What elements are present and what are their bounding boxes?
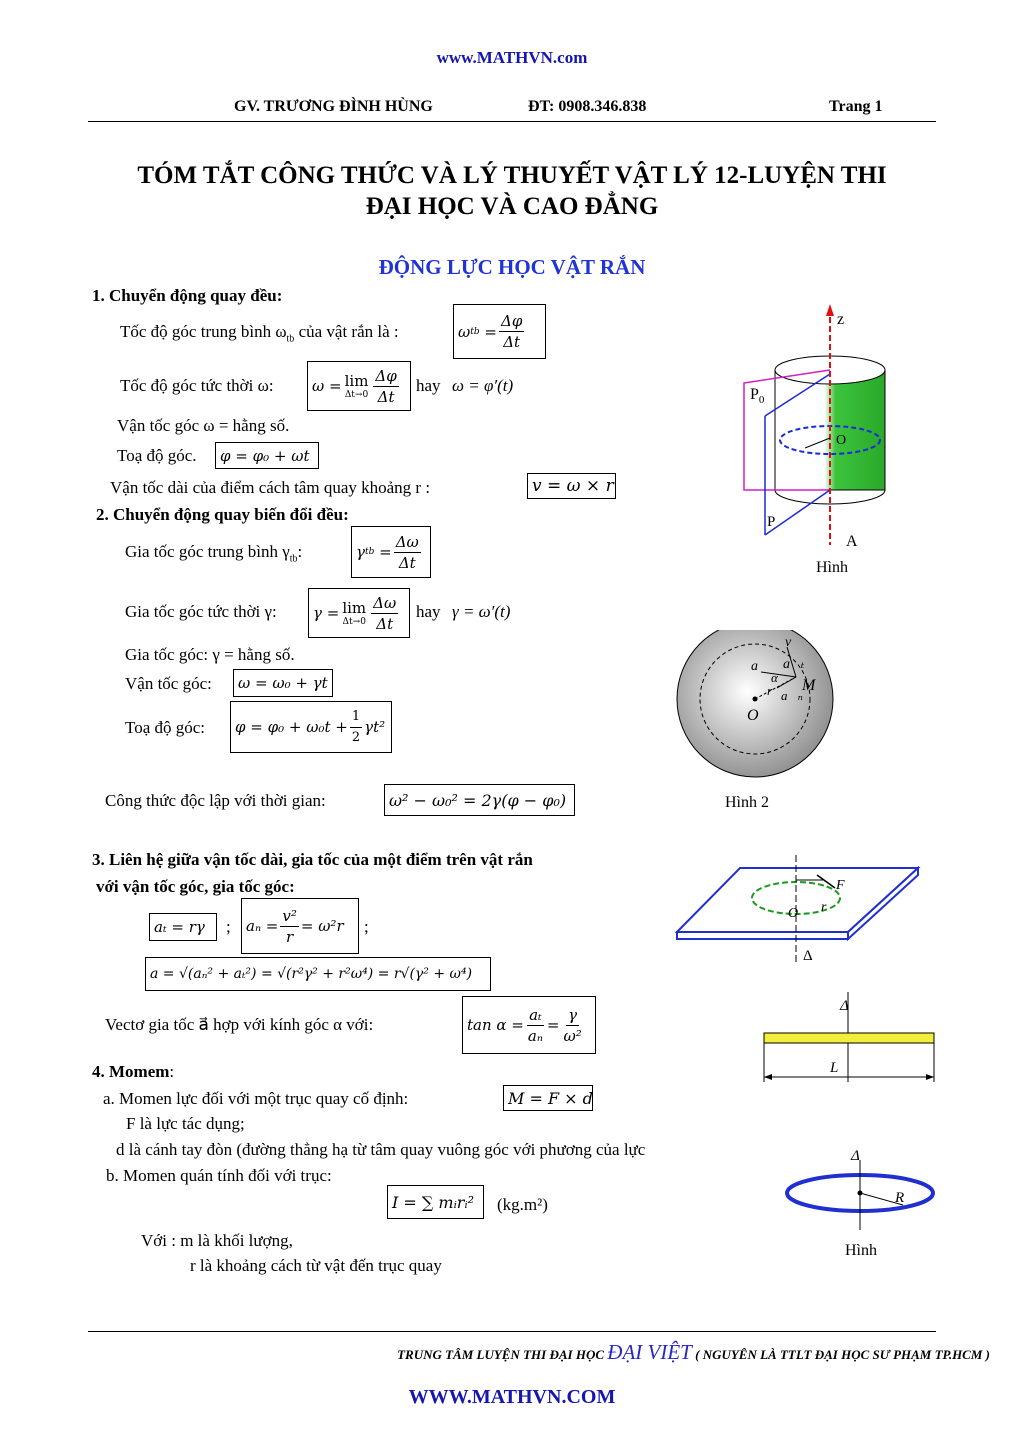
s4-r-text: r là khoảng cách từ vật đến trục quay: [190, 1256, 442, 1275]
formula-tan-alpha: tan α = $\frac{\text{aₜ}}{\text{aₙ}}$ = $\frac{\gamma}{\text{ω²}}$: [462, 996, 596, 1054]
formula-total-accel: a = √(aₙ² + aₜ²) = √(r²γ² + r²ω⁴) = r√(γ² + ω⁴): [145, 957, 491, 991]
fig4-label-delta: Δ: [840, 998, 849, 1014]
s4-b-text: b. Momen quán tính đối với trục:: [106, 1166, 332, 1185]
figure-rod: [760, 990, 940, 1085]
fig1-label-a: A: [846, 533, 858, 550]
figure-plate: [675, 855, 925, 970]
s2-avg-accel-text: Gia tốc góc trung bình $\gamma_{tb}$:: [125, 542, 303, 565]
fig3-label-o: O: [788, 906, 799, 921]
page-number: Trang 1: [829, 98, 883, 115]
fig2-label-a: a⃗: [751, 659, 769, 674]
fig2-label-alpha: α: [771, 670, 778, 685]
formula-gamma-derivative: γ = ω′(t): [452, 602, 511, 621]
header-divider: [88, 121, 936, 122]
s1-angular-coord-text: Toạ độ góc.: [117, 446, 197, 465]
fig3-label-delta: Δ: [803, 948, 813, 964]
title-line-1: TÓM TẮT CÔNG THỨC VÀ LÝ THUYẾT VẬT LÝ 12-LUYỆN THI: [137, 162, 887, 189]
fig2-label-o: O: [747, 707, 759, 724]
formula-phi: φ = φ₀ + ωt: [215, 442, 319, 469]
fig3-label-r: r: [821, 900, 827, 915]
formula-independent: ω² − ω₀² = 2γ(φ − φ₀): [384, 784, 575, 816]
fig2-label-v: v⃗: [785, 635, 803, 650]
s1-inst-speed-text: Tốc độ góc tức thời ω:: [120, 376, 274, 395]
footer-divider: [88, 1331, 936, 1332]
s2-hay: hay: [416, 602, 441, 621]
figure-cylinder: [730, 300, 890, 585]
s4-heading: 4. Momem:: [92, 1062, 175, 1081]
formula-linear-velocity: v = ω × r: [527, 473, 616, 499]
formula-at: aₜ = rγ: [149, 913, 217, 941]
fig4-label-l: L: [830, 1060, 839, 1076]
fig2-label-at: a⃗ₜ: [783, 657, 805, 672]
site-url-bottom[interactable]: WWW.MATHVN.COM: [408, 1386, 616, 1408]
s4-m-text: Với : m là khối lượng,: [141, 1231, 293, 1250]
s2-heading: 2. Chuyển động quay biến đổi đều:: [96, 505, 349, 524]
document-title: [80, 160, 944, 222]
formula-omega-t: ω = ω₀ + γt: [233, 669, 333, 697]
figure-ring: [785, 1140, 940, 1265]
s3-sep-1: ;: [226, 917, 231, 936]
fig1-label-o: O: [836, 433, 847, 448]
figure-disc: [675, 630, 835, 825]
axis-arrow: [826, 304, 834, 316]
formula-gamma-lim: γ = lim Δt→0 $\frac{\Delta\omega}{\Delta t}$: [308, 588, 410, 638]
s1-heading: 1. Chuyển động quay đều:: [92, 286, 283, 305]
formula-inertia: I = ∑ mᵢrᵢ²: [387, 1185, 484, 1219]
formula-gamma-tb: γ tb = $\frac{\Delta\omega}{\Delta t}$: [351, 526, 431, 578]
title-line-2: ĐẠI HỌC VÀ CAO ĐẲNG: [365, 193, 659, 220]
s4-d-text: d là cánh tay đòn (đường thẳng hạ từ tâm quay vuông góc với phương của lực: [116, 1140, 646, 1159]
site-url-top[interactable]: www.MATHVN.com: [436, 48, 588, 67]
disc: [677, 630, 833, 777]
s2-coord-text: Toạ độ góc:: [125, 718, 206, 737]
s1-avg-speed-text: Tốc độ góc trung bình $\omega_{tb}$ của vật rắn là :: [120, 322, 399, 345]
fig1-label-p: P: [767, 514, 776, 530]
s1-angular-velocity: Vận tốc góc ω = hằng số.: [117, 416, 290, 435]
fig2-label-r: r: [767, 683, 773, 698]
s4-a-text: a. Momen lực đối với một trục quay cố định:: [103, 1089, 409, 1108]
s4-unit: (kg.m²): [497, 1195, 548, 1214]
formula-an: aₙ = $\frac{\text{v²}}{r}$ = ω²r: [241, 898, 359, 954]
rod: [764, 1033, 934, 1043]
section-title: ĐỘNG LỰC HỌC VẬT RẮN: [378, 255, 646, 279]
fig2-label-an: a⃗ₙ: [781, 688, 803, 703]
fig5-label-r: R: [895, 1190, 905, 1206]
formula-omega-derivative: ω = φ′(t): [452, 376, 514, 395]
fig5-caption: Hình: [845, 1242, 877, 1259]
s3-sep-2: ;: [364, 917, 369, 936]
s3-vector-text: Vectơ gia tốc a⃗ hợp với kính góc α với:: [105, 1015, 374, 1034]
phone-number: ĐT: 0908.346.838: [528, 98, 647, 115]
s4-f-text: F là lực tác dụng;: [126, 1114, 245, 1133]
formula-omega-lim: ω = lim Δt→0 $\frac{\Delta\varphi}{\Delta t}$: [307, 361, 411, 411]
fig1-caption: Hình: [816, 559, 848, 576]
s2-velocity-text: Vận tốc góc:: [125, 674, 212, 693]
s1-linear-velocity-text: Vận tốc dài của điểm cách tâm quay khoảng r :: [110, 478, 431, 497]
fig2-caption: Hình 2: [725, 794, 769, 811]
formula-omega-tb: ω tb = $\frac{\Delta\varphi}{\Delta t}$: [453, 304, 546, 359]
fig2-label-m: M: [802, 677, 816, 694]
teacher-name: GV. TRƯƠNG ĐÌNH HÙNG: [234, 98, 433, 115]
s3-heading-2: với vận tốc góc, gia tốc góc:: [96, 877, 295, 896]
s3-heading-1: 3. Liên hệ giữa vận tốc dài, gia tốc của một điểm trên vật rắn: [92, 850, 533, 869]
fig1-label-p0: $P_0$: [750, 386, 765, 406]
s2-independent-text: Công thức độc lập với thời gian:: [105, 791, 326, 810]
fig3-label-f: F⃗: [836, 878, 856, 893]
s1-hay: hay: [416, 376, 441, 395]
s2-accel-const: Gia tốc góc: γ = hằng số.: [125, 645, 295, 664]
fig5-label-delta: Δ: [851, 1148, 860, 1164]
formula-moment: M = F × d: [503, 1085, 593, 1111]
formula-phi-t: φ = φ₀ + ω₀t + $\frac{1}{2}$ γt²: [230, 701, 392, 753]
s2-inst-accel-text: Gia tốc góc tức thời γ:: [125, 602, 277, 621]
footer-center: TRUNG TÂM LUYỆN THI ĐẠI HỌC ĐẠI VIỆT ( NGUYÊN LÀ TTLT ĐẠI HỌC SƯ PHẠM TP.HCM ): [397, 1340, 990, 1364]
fig1-label-z: z: [837, 311, 845, 328]
